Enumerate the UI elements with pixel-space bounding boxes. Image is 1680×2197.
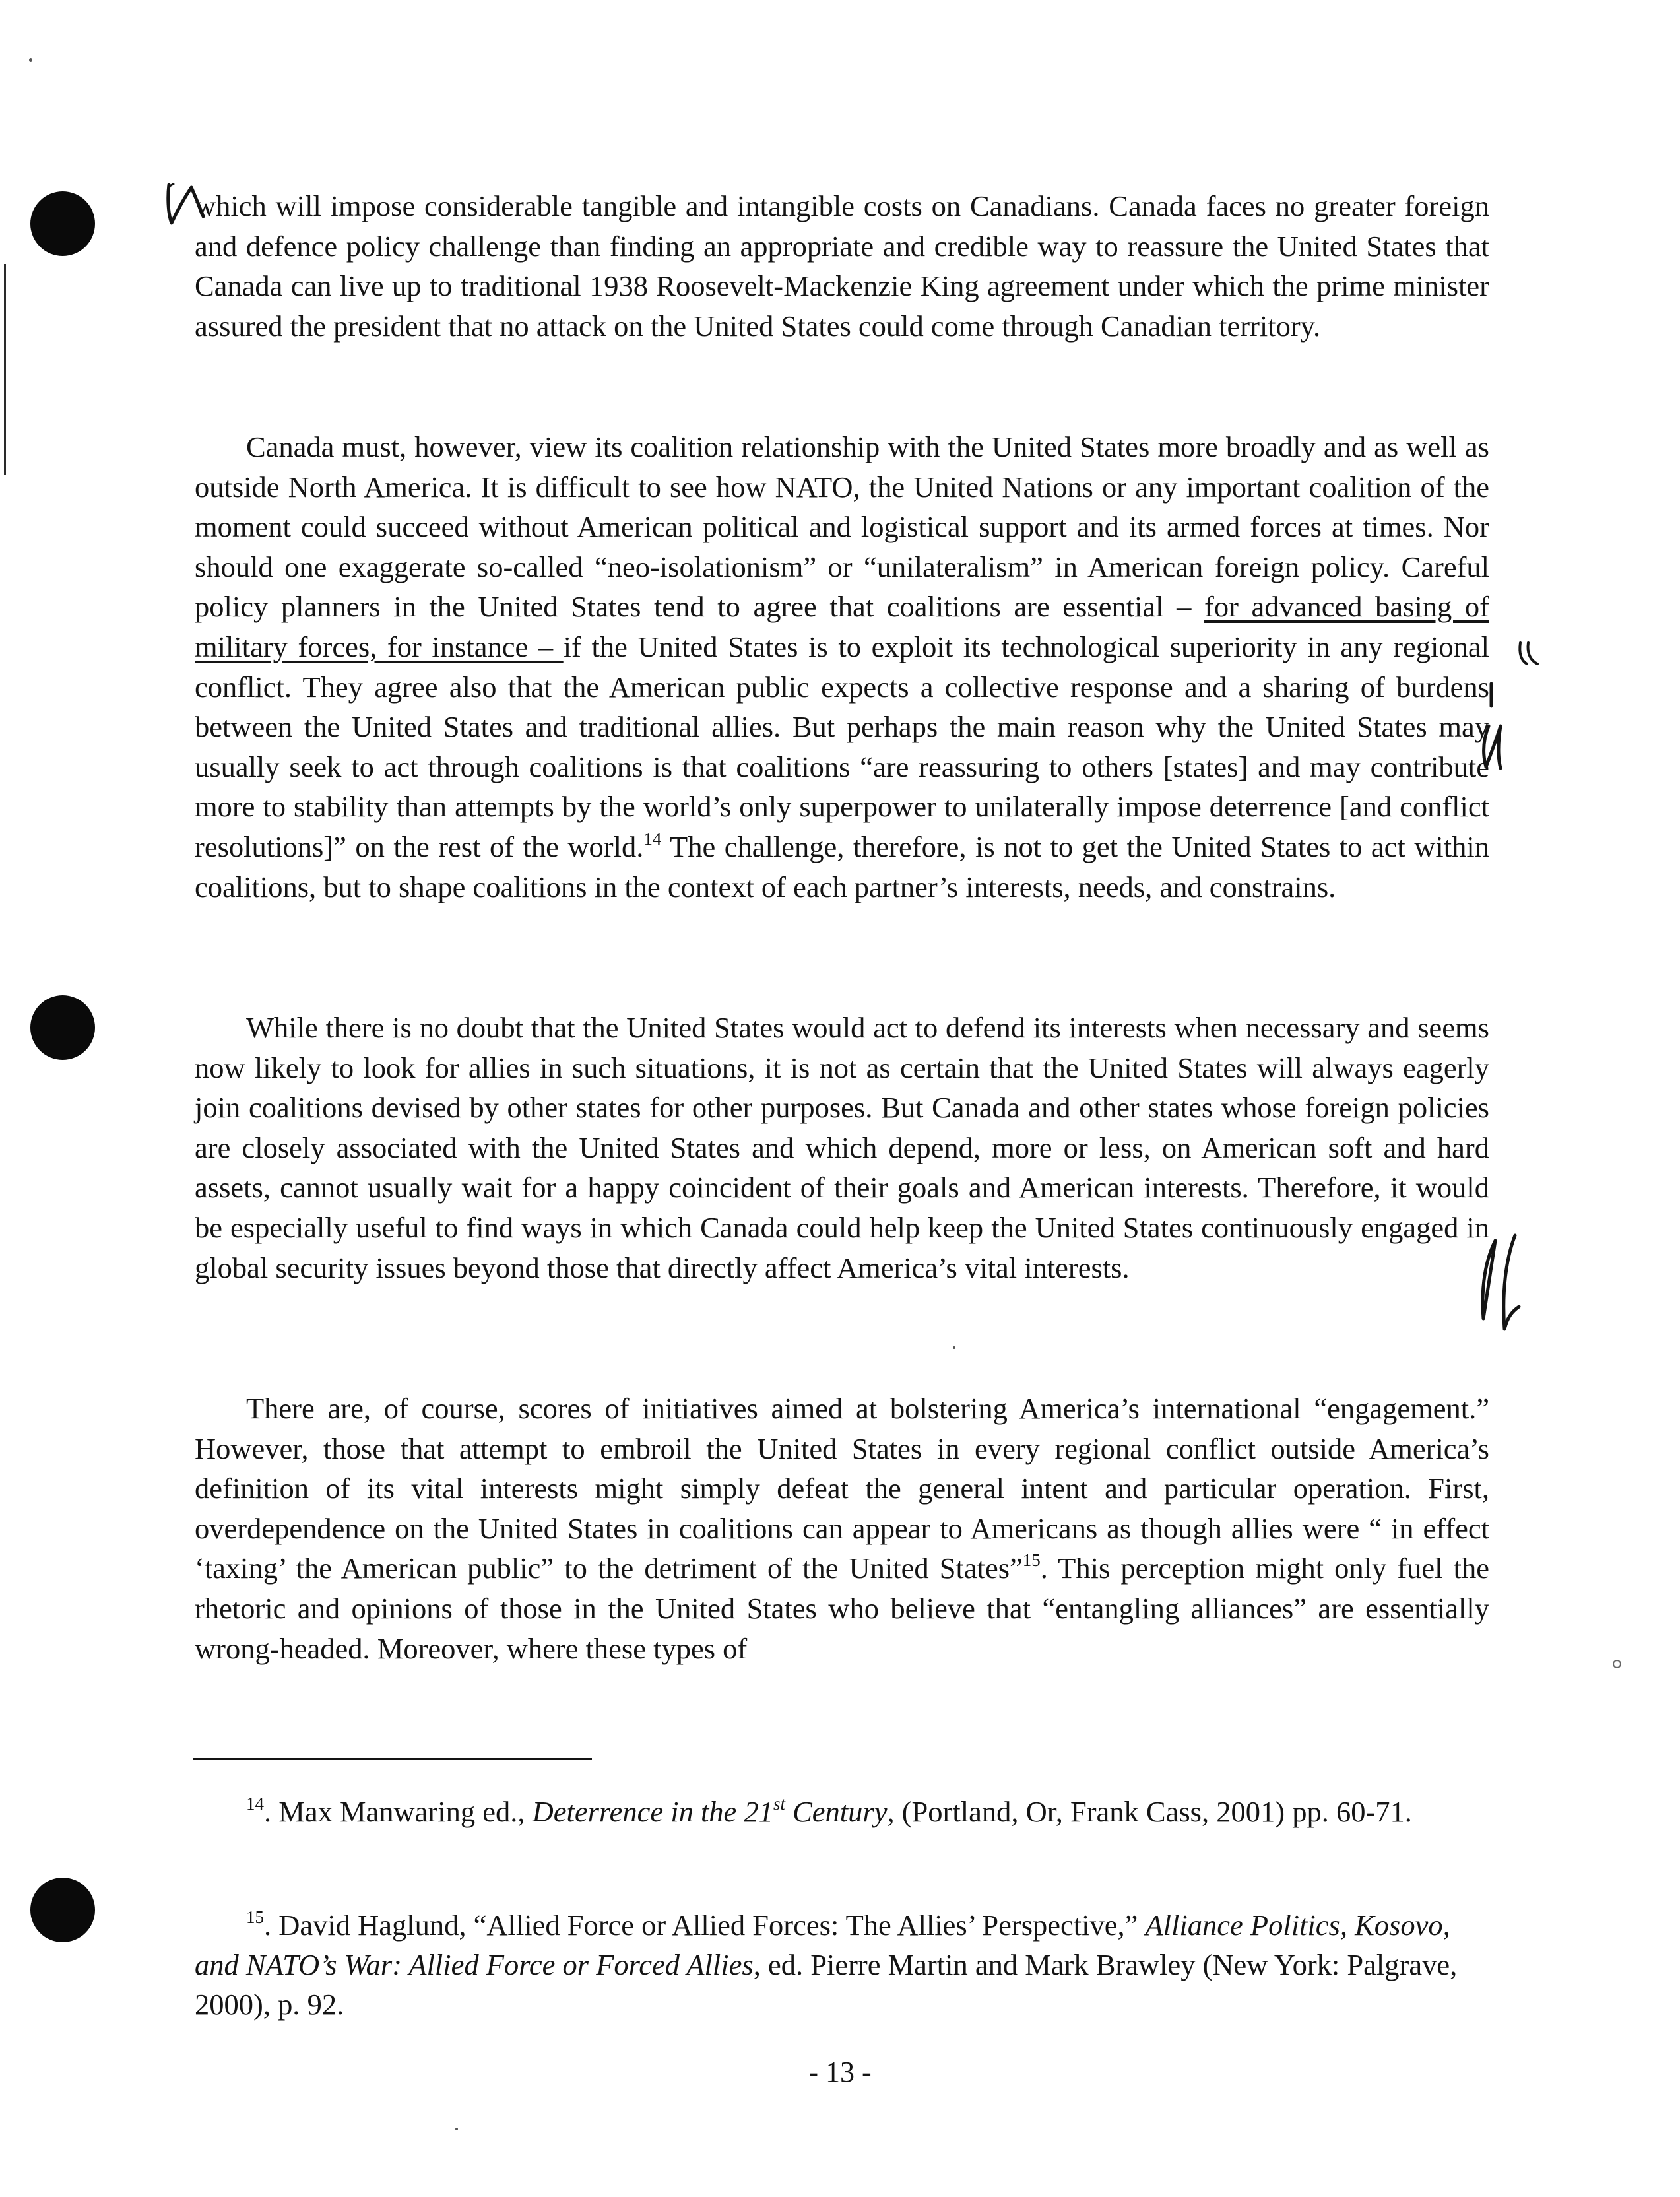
paragraph-2 [195,427,1489,907]
footnote-15-lead: . David Haglund, “Allied Force or Allied Forces: The Allies’ Perspective,” [264,1909,1146,1942]
footnote-14-marker: 14 [246,1794,264,1814]
footnote-15 [195,1905,1468,2024]
footnote-14-lead: . Max Manwaring ed., [264,1795,533,1828]
footnote-15-rest: , ed. Pierre Martin and Mark Brawley (New York: Palgrave, 2000), p. 92. [195,1948,1458,2021]
paragraph-4-text-a: There are, of course, scores of initiatives aimed at bolstering America’s international “engagement.” However, those that attempt to embroil the United States in every regional conflict outside America’s definition of its vital interests might simply defeat the general intent and particular operation. First, overdependence on the United States in coalitions can appear to Americans as though allies were “ in effect ‘taxing’ the American public” to the detriment of the United States” [195,1392,1489,1585]
footnote-ref-14: 14 [643,828,662,849]
paragraph-2-underlined-text: for advanced basing of military forces, for instance – [195,590,1489,663]
paragraph-2-text-b: if the United States is to exploit its technological superiority in any regional conflict. They agree also that the American public expects a collective response and a sharing of burdens between the United States and traditional allies. But perhaps the main reason why the United States may usually seek to act through coalitions is that coalitions “are reassuring to others [states] and may contribute more to stability than attempts by the world’s only superpower to unilaterally impose deterrence [and conflict resolutions]” on the rest of the world. [195,630,1489,863]
scan-speck [4,264,6,475]
paragraph-3: While there is no doubt that the United States would act to defend its interests when necessary and seems now likely to look for allies in such situations, it is not as certain that the United States will always eagerly join coalitions devised by other states for other purposes. But Canada and other states whose foreign policies are closely associated with the United States and which depend, more or less, on American soft and hard assets, cannot usually wait for a happy coincident of their goals and American interests. Therefore, it would be especially useful to find ways in which Canada could help keep the United States continuously engaged in global security issues beyond those that directly affect America’s vital interests. [195,1011,1489,1284]
footnote-14 [195,1792,1468,1831]
page-number: - 13 - [808,2056,872,2088]
scan-speck [455,2128,458,2130]
paragraph-4 [195,1389,1489,1668]
footnote-15-title: Alliance Politics, Kosovo, and NATO’s War: Allied Force or Forced Allies [195,1909,1450,1981]
footnote-separator [193,1758,592,1760]
paragraph-2-text-c: The challenge, therefore, is not to get the United States to act within coalitions, but to shape coalitions in the context of each partner’s interests, needs, and constrains. [195,830,1489,903]
scan-speck [29,58,32,62]
paragraph-1: which will impose considerable tangible and intangible costs on Canadians. Canada faces no greater foreign and defence policy challenge than finding an appropriate and credible way to reassure the United States that Canada can live up to traditional 1938 Roosevelt-Mackenzie King agreement under which the prime minister assured the president that no attack on the United States could come through Canadian territory. [195,189,1489,343]
footnote-14-title-sup: st [773,1794,785,1814]
paragraph-2-text-a: Canada must, however, view its coalition relationship with the United States more broadly and as well as outside North America. It is difficult to see how NATO, the United Nations or any important coalition of the moment could succeed without American political and logistical support and its armed forces at times. Nor should one exaggerate so-called “neo-isolationism” or “unilateralism” in American foreign policy. Careful policy planners in the United States tend to agree that coalitions are essential – [195,430,1489,624]
footnote-14-rest: , (Portland, Or, Frank Cass, 2001) pp. 60-71. [887,1795,1412,1828]
footnote-15-marker: 15 [246,1907,264,1927]
binder-hole-bottom [30,1878,95,1942]
scan-speck [1613,1660,1621,1668]
footnote-ref-15: 15 [1022,1550,1041,1571]
paragraph-4-text-b: . This perception might only fuel the rhetoric and opinions of those in the United States who believe that “entangling alliances” are essentially wrong-headed. Moreover, where these types of [195,1552,1489,1665]
handwritten-mark-right-1 [1515,639,1543,668]
binder-hole-top [30,191,95,256]
scan-speck [953,1346,955,1349]
binder-hole-middle [30,995,95,1060]
footnote-14-title: Deterrence in the 21st Century [532,1794,888,1828]
